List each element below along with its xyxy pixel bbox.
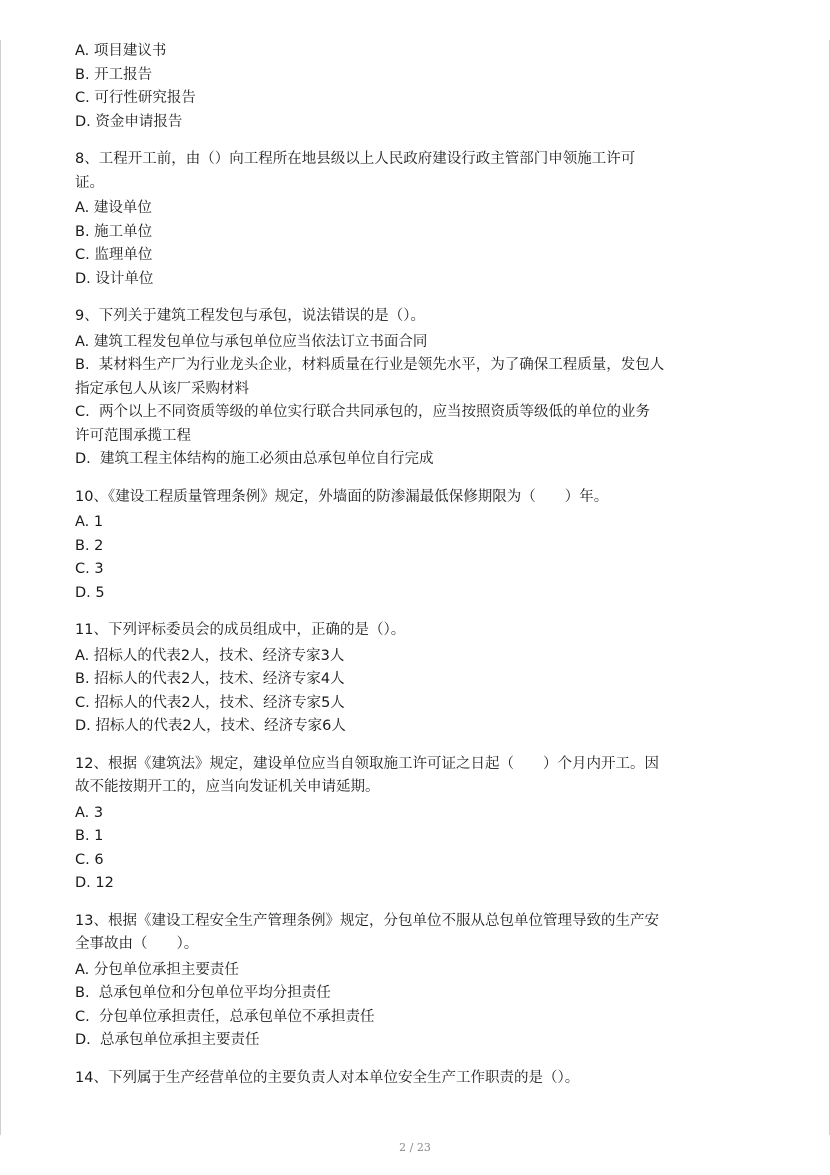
option-line: B. 2 — [75, 537, 104, 554]
stem-line: 10、《建设工程质量管理条例》规定，外墙面的防渗漏最低保修期限为（ ）年。 — [75, 488, 609, 505]
question-14 — [75, 1067, 765, 1091]
question-8 — [75, 148, 765, 291]
stem-line: 11、下列评标委员会的成员组成中，正确的是（）。 — [75, 622, 406, 638]
question-stem — [75, 753, 765, 800]
stem-line: 全事故由（ ）。 — [75, 936, 199, 952]
option-line: C. 两个以上不同资质等级的单位实行联合共同承包的，应当按照资质等级低的单位的业务 — [75, 404, 650, 420]
stem-line: 8、工程开工前，由（）向工程所在地县级以上人民政府建设行政主管部门申领施工许可 — [75, 151, 636, 167]
option-line: D. 5 — [75, 584, 105, 601]
option-line: A. 3 — [75, 804, 104, 821]
option-line: D. 招标人的代表2人，技术、经济专家6人 — [75, 718, 346, 734]
option-line: B. 招标人的代表2人，技术、经济专家4人 — [75, 671, 345, 687]
question-stem — [75, 148, 765, 195]
leading-options — [75, 40, 765, 134]
stem-line: 证。 — [75, 174, 104, 191]
option-line: A. 建筑工程发包单位与承包单位应当依法订立书面合同 — [75, 333, 428, 350]
question-stem — [75, 486, 765, 510]
option-line: C. 3 — [75, 561, 104, 577]
question-10 — [75, 486, 765, 606]
option-line: B. 开工报告 — [75, 66, 153, 83]
option-line: A. 分包单位承担主要责任 — [75, 961, 239, 978]
option-line: D. 资金申请报告 — [75, 113, 183, 130]
question-stem — [75, 1067, 765, 1091]
option-line: D. 总承包单位承担主要责任 — [75, 1032, 260, 1048]
option-line: A. 建设单位 — [75, 200, 152, 216]
option-line: D. 建筑工程主体结构的施工必须由总承包单位自行完成 — [75, 451, 434, 467]
option-line: B. 某材料生产厂为行业龙头企业，材料质量在行业是领先水平，为了确保工程质量，发包人 — [75, 357, 665, 373]
option-line: A. 项目建议书 — [75, 43, 167, 59]
option-line: A. 1 — [75, 514, 104, 530]
question-stem — [75, 305, 765, 329]
option-line: B. 1 — [75, 828, 104, 844]
stem-line: 14、下列属于生产经营单位的主要负责人对本单位安全生产工作职责的是（）。 — [75, 1069, 580, 1086]
document-body — [75, 40, 765, 1092]
stem-line: 12、根据《建筑法》规定，建设单位应当自领取施工许可证之日起（ ）个月内开工。因 — [75, 755, 659, 772]
question-11 — [75, 619, 765, 739]
stem-line: 故不能按期开工的，应当向发证机关申请延期。 — [75, 779, 380, 795]
option-line: 指定承包人从该厂采购材料 — [75, 380, 249, 397]
question-13 — [75, 910, 765, 1053]
page-number: 2 / 23 — [399, 1141, 431, 1154]
option-line: C. 可行性研究报告 — [75, 90, 196, 106]
option-line: B. 总承包单位和分包单位平均分担责任 — [75, 985, 331, 1001]
question-stem — [75, 619, 765, 643]
question-12 — [75, 753, 765, 896]
page-border-left — [0, 40, 1, 1135]
stem-line: 13、根据《建设工程安全生产管理条例》规定，分包单位不服从总包单位管理导致的生产安 — [75, 912, 659, 929]
question-stem — [75, 910, 765, 957]
option-line: C. 招标人的代表2人，技术、经济专家5人 — [75, 694, 345, 711]
stem-line: 9、下列关于建筑工程发包与承包，说法错误的是（）。 — [75, 308, 425, 324]
option-line: C. 分包单位承担责任，总承包单位不承担责任 — [75, 1008, 375, 1025]
option-line: C. 监理单位 — [75, 247, 153, 263]
option-line: B. 施工单位 — [75, 223, 153, 240]
option-line: C. 6 — [75, 851, 104, 868]
option-line: A. 招标人的代表2人，技术、经济专家3人 — [75, 647, 345, 664]
question-9 — [75, 305, 765, 472]
option-line: D. 设计单位 — [75, 270, 154, 287]
option-line: D. 12 — [75, 875, 114, 891]
option-line: 许可范围承揽工程 — [75, 427, 191, 444]
